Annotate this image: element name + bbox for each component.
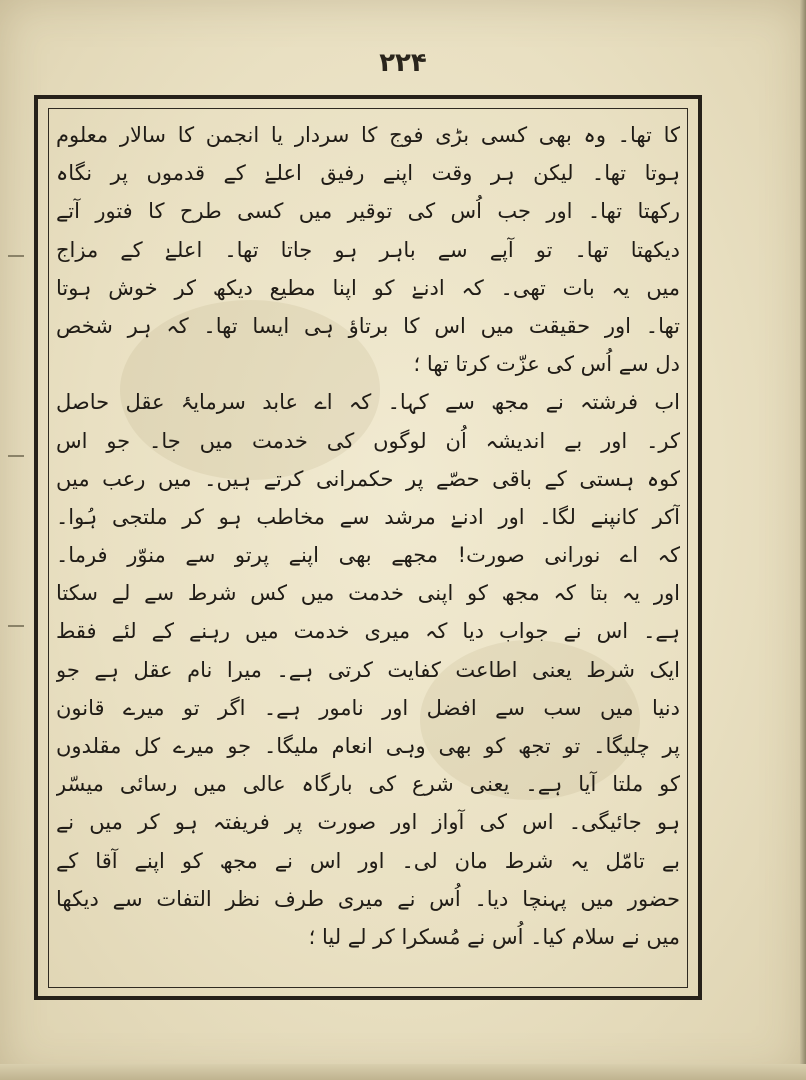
binding-mark <box>8 255 24 267</box>
page-edge <box>0 1064 806 1080</box>
text-line: اور یہ بتا کہ مجھ کو اپنی خدمت میں کس شرط سے لے سکتا <box>56 581 680 606</box>
body-text <box>56 116 680 982</box>
text-line: پر چلیگا۔ تو تجھ کو بھی وہی انعام ملیگا۔ جو میرے کل مقلدوں <box>56 734 680 758</box>
text-line: بے تامّل یہ شرط مان لی۔ اور اس نے مجھ کو اپنے آقا کے <box>56 848 680 873</box>
text-line: کا تھا۔ وہ بھی کسی بڑی فوج کا سردار یا انجمن کا سالار معلوم <box>56 123 680 147</box>
text-line: کو ملتا آیا ہے۔ یعنی شرع کی بارگاہ عالی میں رسائی میسّر <box>56 772 680 797</box>
text-line: اب فرشتہ نے مجھ سے کہا۔ کہ اے عابد سرمایۂ عقل حاصل <box>56 390 680 415</box>
text-line: ہوتا تھا۔ لیکن ہر وقت اپنے رفیق اعلےٰ کے قدموں پر نگاہ <box>56 161 680 186</box>
text-line: میں نے سلام کیا۔ اُس نے مُسکرا کر لے لیا ؛ <box>308 924 680 949</box>
text-line: ہو جائیگی۔ اس کی آواز اور صورت پر فریفتہ ہو کر میں نے <box>56 810 680 835</box>
text-line: دیکھتا تھا۔ تو آپے سے باہر ہو جاتا تھا۔ اعلےٰ کے مزاج <box>56 237 680 262</box>
text-line: دل سے اُس کی عزّت کرتا تھا ؛ <box>413 352 680 377</box>
page-edge <box>800 0 806 1080</box>
text-line: ایک شرط یعنی اطاعت کفایت کرتی ہے۔ میرا نام عقل ہے جو <box>56 657 680 682</box>
text-line: کہ اے نورانی صورت! مجھے بھی اپنے پرتو سے منوّر فرما۔ <box>56 543 680 568</box>
binding-mark <box>8 455 24 467</box>
text-line: کوہ ہستی کے باقی حصّے پر حکمرانی کرتے ہیں۔ میں رعب میں <box>56 466 680 491</box>
binding-mark <box>8 625 24 637</box>
text-line: ہے۔ اس نے جواب دیا کہ میری خدمت میں رہنے کے لئے فقط <box>56 619 680 644</box>
text-line: حضور میں پہنچا دیا۔ اُس نے میری طرف نظر التفات سے دیکھا <box>56 886 680 911</box>
text-line: میں یہ بات تھی۔ کہ ادنےٰ کو اپنا مطیع دیکھ کر خوش ہوتا <box>56 275 680 300</box>
text-line: دنیا میں سب سے افضل اور نامور ہے۔ اگر تو میرے قانون <box>56 695 680 720</box>
text-line: آکر کانپنے لگا۔ اور ادنےٰ مرشد سے مخاطب ہو کر ملتجی ہُوا۔ <box>56 504 680 529</box>
text-line: کر۔ اور بے اندیشہ اُن لوگوں کی خدمت میں جا۔ جو اس <box>56 428 680 453</box>
page-number: ۲۲۴ <box>379 48 427 78</box>
text-line: رکھتا تھا۔ اور جب اُس کی توقیر میں کسی طرح کا فتور آتے <box>56 199 680 224</box>
text-line: تھا۔ اور حقیقت میں اس کا برتاؤ ہی ایسا تھا۔ کہ ہر شخص <box>56 313 680 338</box>
